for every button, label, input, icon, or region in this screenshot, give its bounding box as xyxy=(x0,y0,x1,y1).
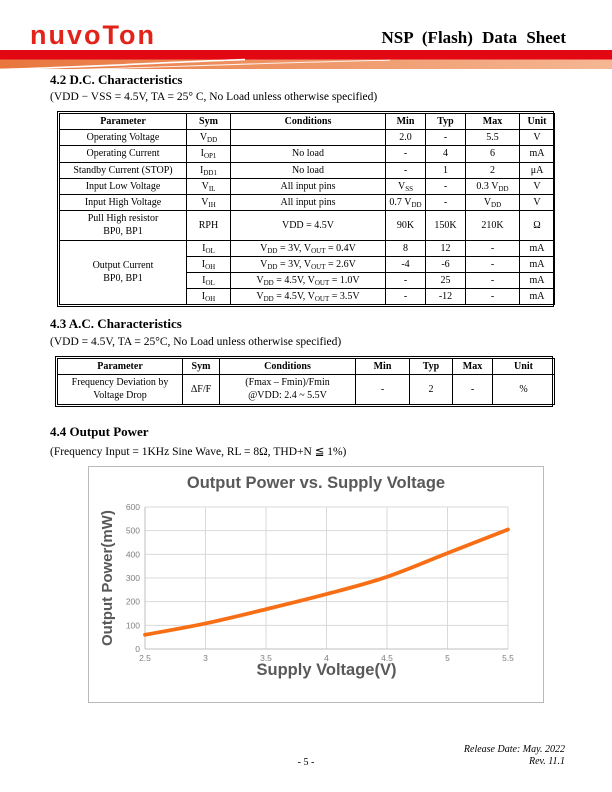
table-row xyxy=(60,162,555,178)
table-cell: $V_{IL}$ xyxy=(187,178,231,194)
table-cell: $I_{OH}$ xyxy=(187,256,231,272)
table-cell: -12 xyxy=(426,289,466,305)
table-cell: - xyxy=(386,146,426,162)
table-row xyxy=(58,375,555,404)
table-cell: μA xyxy=(520,162,555,178)
table-cell: 150K xyxy=(426,211,466,240)
table-cell: ΔF/F xyxy=(183,375,220,404)
chart-title: Output Power vs. Supply Voltage xyxy=(186,474,446,492)
column-header: Conditions xyxy=(220,359,356,375)
banner-red-band xyxy=(0,50,612,60)
x-tick-label: 4.5 xyxy=(381,653,393,663)
column-header: Typ xyxy=(410,359,453,375)
y-tick-label: 200 xyxy=(125,596,140,607)
table-cell: - xyxy=(426,178,466,194)
table-cell: - xyxy=(466,240,520,256)
column-header: Unit xyxy=(493,359,555,375)
table-cell: RPH xyxy=(187,211,231,240)
table-cell: 2 xyxy=(466,162,520,178)
column-header: Max xyxy=(466,114,520,130)
table-cell: 25 xyxy=(426,272,466,288)
table-cell: V xyxy=(520,194,555,210)
table-cell: No load xyxy=(231,162,386,178)
column-header: Sym xyxy=(183,359,220,375)
table-cell: - xyxy=(466,289,520,305)
x-tick-label: 5 xyxy=(445,653,450,663)
y-tick-label: 600 xyxy=(125,502,140,512)
table-cell: No load xyxy=(231,146,386,162)
dc-characteristics-table xyxy=(57,111,554,307)
table-cell: Pull High resistor BP0, BP1 xyxy=(60,211,187,240)
y-tick-label: 100 xyxy=(125,620,140,631)
output-power-chart xyxy=(88,466,544,703)
table-cell: % xyxy=(493,375,555,404)
column-header: Max xyxy=(453,359,493,375)
table-cell: 0.7 $V_{DD}$ xyxy=(386,194,426,210)
table-cell: 12 xyxy=(426,240,466,256)
table-cell: $V_{DD}$ xyxy=(187,130,231,146)
table-cell: Input Low Voltage xyxy=(60,178,187,194)
footer-release-date: Release Date: May. 2022 xyxy=(463,744,565,755)
table-cell: (Fmax – Fmin)/Fmin @VDD: 2.4 ~ 5.5V xyxy=(220,375,356,404)
section-heading-power: 4.4 Output Power xyxy=(50,424,149,439)
table-cell: 5.5 xyxy=(466,130,520,146)
table-cell: VDD = 4.5V xyxy=(231,211,386,240)
table-cell: Operating Voltage xyxy=(60,130,187,146)
table-cell: 2 xyxy=(410,375,453,404)
section-subtitle-ac: (VDD = 4.5V, TA = 25°C, No Load unless otherwise specified) xyxy=(50,336,342,348)
header-banner-graphic xyxy=(0,50,612,69)
x-tick-label: 3 xyxy=(203,653,208,663)
table-cell: 8 xyxy=(386,240,426,256)
y-tick-label: 500 xyxy=(125,525,140,536)
section-subtitle-dc: (VDD − VSS = 4.5V, TA = 25° C, No Load unless otherwise specified) xyxy=(50,91,378,103)
section-subtitle-power: (Frequency Input = 1KHz Sine Wave, RL = 8Ω, THD+N ≦ 1%) xyxy=(50,446,347,458)
ac-characteristics-table xyxy=(55,356,553,407)
column-header: Parameter xyxy=(58,359,183,375)
table-row xyxy=(60,211,555,240)
table-cell: 90K xyxy=(386,211,426,240)
banner-salmon-band xyxy=(0,60,612,70)
table-cell: 0.3 $V_{DD}$ xyxy=(466,178,520,194)
table-cell: Operating Current xyxy=(60,146,187,162)
table-cell: -4 xyxy=(386,256,426,272)
table-cell: 2.0 xyxy=(386,130,426,146)
table-cell: - xyxy=(386,162,426,178)
table-cell: $V_{DD}$ xyxy=(466,194,520,210)
column-header: Sym xyxy=(187,114,231,130)
section-heading-ac: 4.3 A.C. Characteristics xyxy=(50,316,182,331)
column-header: Conditions xyxy=(231,114,386,130)
chart-y-axis-label: Output Power(mW) xyxy=(99,510,116,646)
y-tick-label: 400 xyxy=(125,549,140,560)
x-tick-label: 3.5 xyxy=(260,653,272,663)
table-cell: mA xyxy=(520,146,555,162)
table-cell: - xyxy=(466,272,520,288)
table-cell: -6 xyxy=(426,256,466,272)
table-cell: $V_{DD} = 3V$, $V_{OUT} = 2.6V$ xyxy=(231,256,386,272)
table-cell: $V_{SS}$ xyxy=(386,178,426,194)
footer-page-number: - 5 - xyxy=(297,757,315,768)
footer-revision: Rev. 11.1 xyxy=(528,756,565,767)
column-header: Unit xyxy=(520,114,555,130)
table-cell xyxy=(231,130,386,146)
table-cell: - xyxy=(426,130,466,146)
table-cell: Frequency Deviation by Voltage Drop xyxy=(58,375,183,404)
table-cell: $I_{DD1}$ xyxy=(187,162,231,178)
table-cell: $V_{DD} = 4.5V$, $V_{OUT} = 3.5V$ xyxy=(231,289,386,305)
table-row xyxy=(60,194,555,210)
table-row xyxy=(60,240,555,256)
y-tick-label: 300 xyxy=(125,573,140,583)
x-tick-label: 4 xyxy=(324,653,329,663)
table-cell: mA xyxy=(520,272,555,288)
y-tick-label: 0 xyxy=(135,644,140,654)
table-row xyxy=(60,130,555,146)
table-cell: V xyxy=(520,178,555,194)
table-cell: - xyxy=(356,375,410,404)
table-cell: 1 xyxy=(426,162,466,178)
section-heading-dc: 4.2 D.C. Characteristics xyxy=(50,72,183,87)
table-cell: 4 xyxy=(426,146,466,162)
table-cell: $I_{OP1}$ xyxy=(187,146,231,162)
table-row xyxy=(60,146,555,162)
document-title: NSP (Flash) Data Sheet xyxy=(381,28,566,47)
table-cell: mA xyxy=(520,240,555,256)
table-cell: - xyxy=(386,272,426,288)
table-cell: $V_{DD} = 4.5V$, $V_{OUT} = 1.0V$ xyxy=(231,272,386,288)
table-cell: All input pins xyxy=(231,194,386,210)
x-tick-label: 2.5 xyxy=(139,653,151,663)
table-cell: $V_{IH}$ xyxy=(187,194,231,210)
table-cell: $I_{OL}$ xyxy=(187,240,231,256)
table-row xyxy=(60,178,555,194)
nuvoton-logo: nuvoTon xyxy=(30,20,156,50)
table-cell: Input High Voltage xyxy=(60,194,187,210)
table-cell: V xyxy=(520,130,555,146)
table-cell: - xyxy=(426,194,466,210)
table-cell: 6 xyxy=(466,146,520,162)
column-header: Min xyxy=(356,359,410,375)
x-tick-label: 5.5 xyxy=(502,653,514,663)
table-cell: Ω xyxy=(520,211,555,240)
table-cell: 210K xyxy=(466,211,520,240)
column-header: Min xyxy=(386,114,426,130)
table-cell: $I_{OL}$ xyxy=(187,272,231,288)
table-cell: $I_{OH}$ xyxy=(187,289,231,305)
table-cell: mA xyxy=(520,289,555,305)
column-header: Typ xyxy=(426,114,466,130)
table-cell: mA xyxy=(520,256,555,272)
table-cell: Standby Current (STOP) xyxy=(60,162,187,178)
chart-x-axis-label: Supply Voltage(V) xyxy=(256,661,397,679)
table-cell: - xyxy=(386,289,426,305)
table-cell: $V_{DD} = 3V$, $V_{OUT} = 0.4V$ xyxy=(231,240,386,256)
column-header: Parameter xyxy=(60,114,187,130)
table-cell: All input pins xyxy=(231,178,386,194)
table-cell: - xyxy=(466,256,520,272)
table-cell: - xyxy=(453,375,493,404)
table-cell: Output Current BP0, BP1 xyxy=(60,240,187,305)
